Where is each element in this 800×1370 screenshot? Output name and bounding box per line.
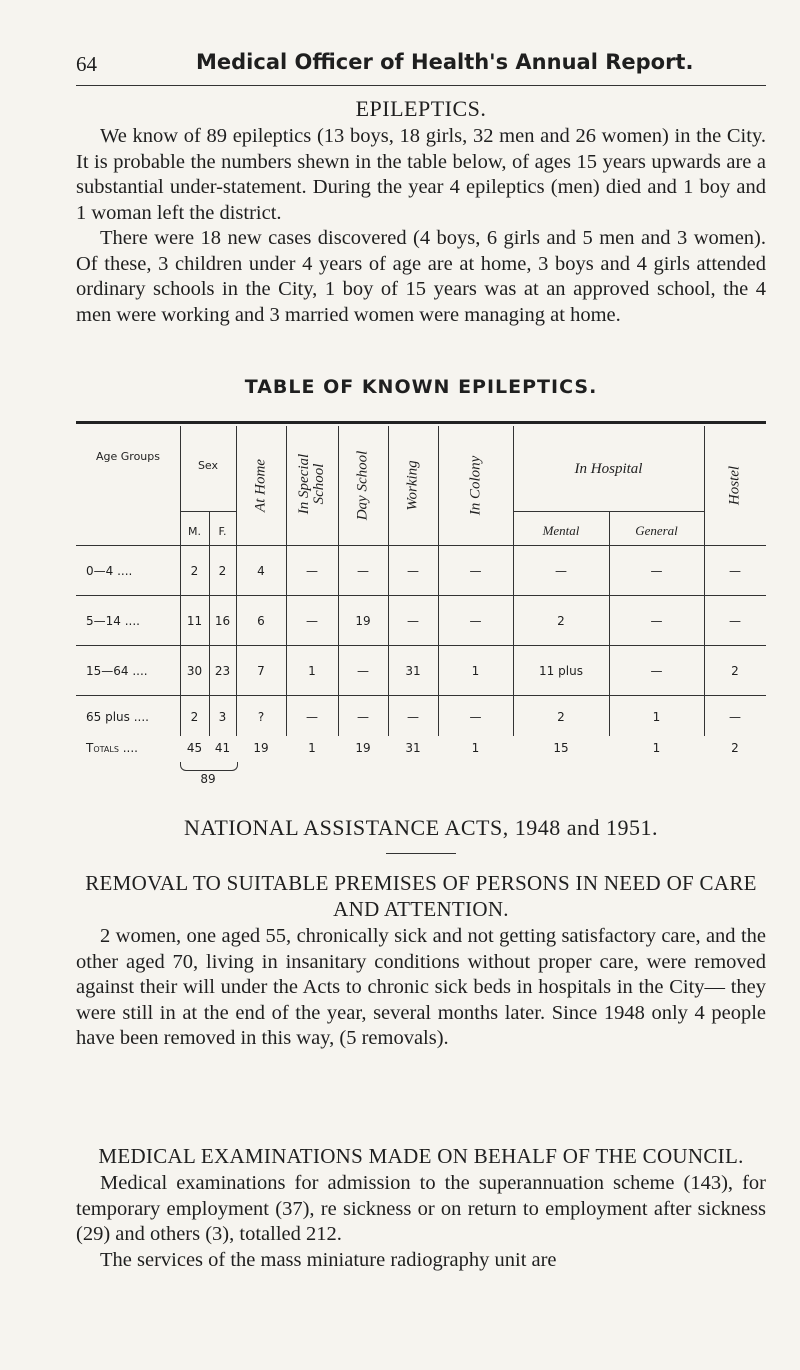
cell-colony: — [469, 614, 482, 628]
national-assistance-section [76, 815, 766, 1052]
medical-examinations-paragraph-1: Medical examinations for admission to the superannuation scheme (143), for temporary employment (37), re sickness or on return to employment after sickness (29) and others (3), totalled 212. [76, 1172, 766, 1245]
cell-male: 2 [190, 564, 199, 578]
removal-paragraph: 2 women, one aged 55, chronically sick and not getting satisfactory care, and the other aged 70, living in insanitary conditions without proper care, were removed against their will under the Acts to chronic sick beds in hospitals in the City— they were still in at the end of the year, several months later. Since 1948 only 4 people have been removed in this way, (5 removals). [76, 925, 766, 1049]
cell-colony: — [469, 564, 482, 578]
cell-mental: 2 [557, 710, 565, 724]
cell-at-home: 4 [257, 564, 265, 578]
cell-general: — [650, 564, 663, 578]
cell-male: 30 [186, 664, 203, 678]
header-female: F. [218, 525, 227, 538]
header-day-school: Day School [354, 450, 371, 521]
cell-general: 1 [652, 741, 661, 755]
epileptics-paragraph-1: We know of 89 epileptics (13 boys, 18 girls, 32 men and 26 women) in the City. It is probable the numbers shewn in the table below, of ages 15 years upwards are a substantial under-statement. During the year 4 epileptics (men) died and 1 boy and 1 woman left the district. [76, 125, 766, 224]
medical-examinations-paragraph-2: The services of the mass miniature radiography unit are [100, 1248, 557, 1271]
cell-at-home: 7 [257, 664, 265, 678]
age-group: 5—14 [86, 614, 121, 628]
cell-hostel: — [729, 614, 741, 628]
cell-day-school: — [357, 664, 369, 678]
cell-working: — [407, 564, 419, 578]
cell-at-home: 19 [253, 741, 269, 755]
cell-mental: 2 [557, 614, 565, 628]
row-label-15-64: 15—64 .... [86, 664, 148, 678]
cell-working: — [407, 614, 419, 628]
header-in-hospital: In Hospital [574, 461, 643, 477]
cell-colony: 1 [471, 664, 480, 678]
header-in-special-school: In Special School [296, 453, 327, 515]
medical-examinations-section [76, 1143, 766, 1273]
cell-day-school: — [357, 564, 369, 578]
cell-male: 2 [190, 710, 199, 724]
cell-day-school: 19 [355, 614, 371, 628]
cell-female: 16 [214, 614, 231, 628]
header-male: M. [188, 525, 201, 538]
header-working: Working [404, 460, 421, 511]
cell-mental: 15 [553, 741, 569, 755]
age-group: 65 plus [86, 710, 130, 724]
col-divider [286, 426, 287, 736]
epileptics-table [76, 421, 766, 756]
epileptics-heading: EPILEPTICS. [355, 96, 487, 121]
cell-working: 31 [405, 741, 421, 755]
cell-colony: 1 [471, 741, 480, 755]
cell-special-school: 1 [308, 664, 316, 678]
header-rule [76, 85, 766, 86]
page-number: 64 [76, 52, 97, 76]
running-title: Medical Officer of Health's Annual Report. [196, 50, 694, 74]
cell-female: 41 [214, 741, 231, 755]
medical-examinations-heading: MEDICAL EXAMINATIONS MADE ON BEHALF OF THE COUNCIL. [98, 1144, 744, 1168]
cell-colony: — [469, 710, 482, 724]
table-top-rule [76, 421, 766, 424]
header-at-home: At Home [252, 459, 269, 512]
table-title: TABLE OF KNOWN EPILEPTICS. [244, 376, 598, 398]
row-label-0-4: 0—4 .... [86, 564, 133, 578]
cell-female: 2 [218, 564, 227, 578]
col-divider [704, 426, 705, 736]
page-header [76, 50, 766, 80]
row-rule [76, 645, 766, 646]
header-bottom-rule [76, 545, 766, 546]
totals-label: Totals [86, 741, 119, 755]
header-sex: Sex [197, 459, 219, 472]
cell-special-school: 1 [308, 741, 316, 755]
cell-at-home: ? [257, 710, 265, 724]
header-general: General [635, 523, 678, 538]
col-divider [180, 426, 181, 736]
cell-working: 31 [405, 664, 421, 678]
col-divider [438, 426, 439, 736]
cell-general: — [650, 664, 663, 678]
row-rule [76, 695, 766, 696]
cell-female: 3 [218, 710, 227, 724]
age-group: 15—64 [86, 664, 129, 678]
cell-mental: 11 plus [539, 664, 583, 678]
removal-heading: REMOVAL TO SUITABLE PREMISES OF PERSONS IN NEED OF CARE AND ATTENTION. [85, 871, 757, 921]
header-age-groups: Age Groups [96, 450, 160, 463]
cell-day-school: — [357, 710, 369, 724]
header-mental: Mental [542, 523, 580, 538]
section-rule [386, 853, 456, 854]
age-group: 0—4 [86, 564, 114, 578]
col-divider [236, 426, 237, 736]
cell-male: 11 [186, 614, 203, 628]
header-hostel: Hostel [726, 465, 743, 506]
cell-male: 45 [186, 741, 203, 755]
row-label-5-14: 5—14 .... [86, 614, 140, 628]
col-divider [388, 426, 389, 736]
sex-total-brace [180, 762, 238, 771]
cell-general: — [650, 614, 663, 628]
cell-hostel: 2 [731, 741, 739, 755]
cell-special-school: — [306, 564, 318, 578]
cell-at-home: 6 [257, 614, 265, 628]
sex-subheader-rule [180, 511, 236, 512]
header-in-colony: In Colony [467, 455, 484, 516]
cell-general: 1 [652, 710, 661, 724]
sex-total: 89 [200, 772, 216, 786]
row-label-totals: Totals .... [86, 741, 138, 755]
row-label-65-plus: 65 plus .... [86, 710, 149, 724]
cell-hostel: 2 [731, 664, 739, 678]
cell-hostel: — [729, 710, 741, 724]
hospital-subheader-rule [513, 511, 704, 512]
cell-day-school: 19 [355, 741, 371, 755]
cell-female: 23 [214, 664, 231, 678]
row-rule [76, 595, 766, 596]
national-assistance-heading: NATIONAL ASSISTANCE ACTS, 1948 and 1951. [184, 815, 658, 840]
cell-mental: — [555, 564, 567, 578]
cell-working: — [407, 710, 419, 724]
epileptics-paragraph-2: There were 18 new cases discovered (4 boys, 6 girls and 5 men and 3 women). Of these, 3 children under 4 years of age are at home, 3 boys and 4 girls attended ordinary schools in the City, 1 boy of 15 years was at an approved school, the 4 men were working and 3 married women were managing at home. [76, 227, 766, 326]
col-divider [338, 426, 339, 736]
epileptics-section [76, 96, 766, 328]
cell-special-school: — [306, 710, 318, 724]
cell-special-school: — [306, 614, 318, 628]
cell-hostel: — [729, 564, 741, 578]
